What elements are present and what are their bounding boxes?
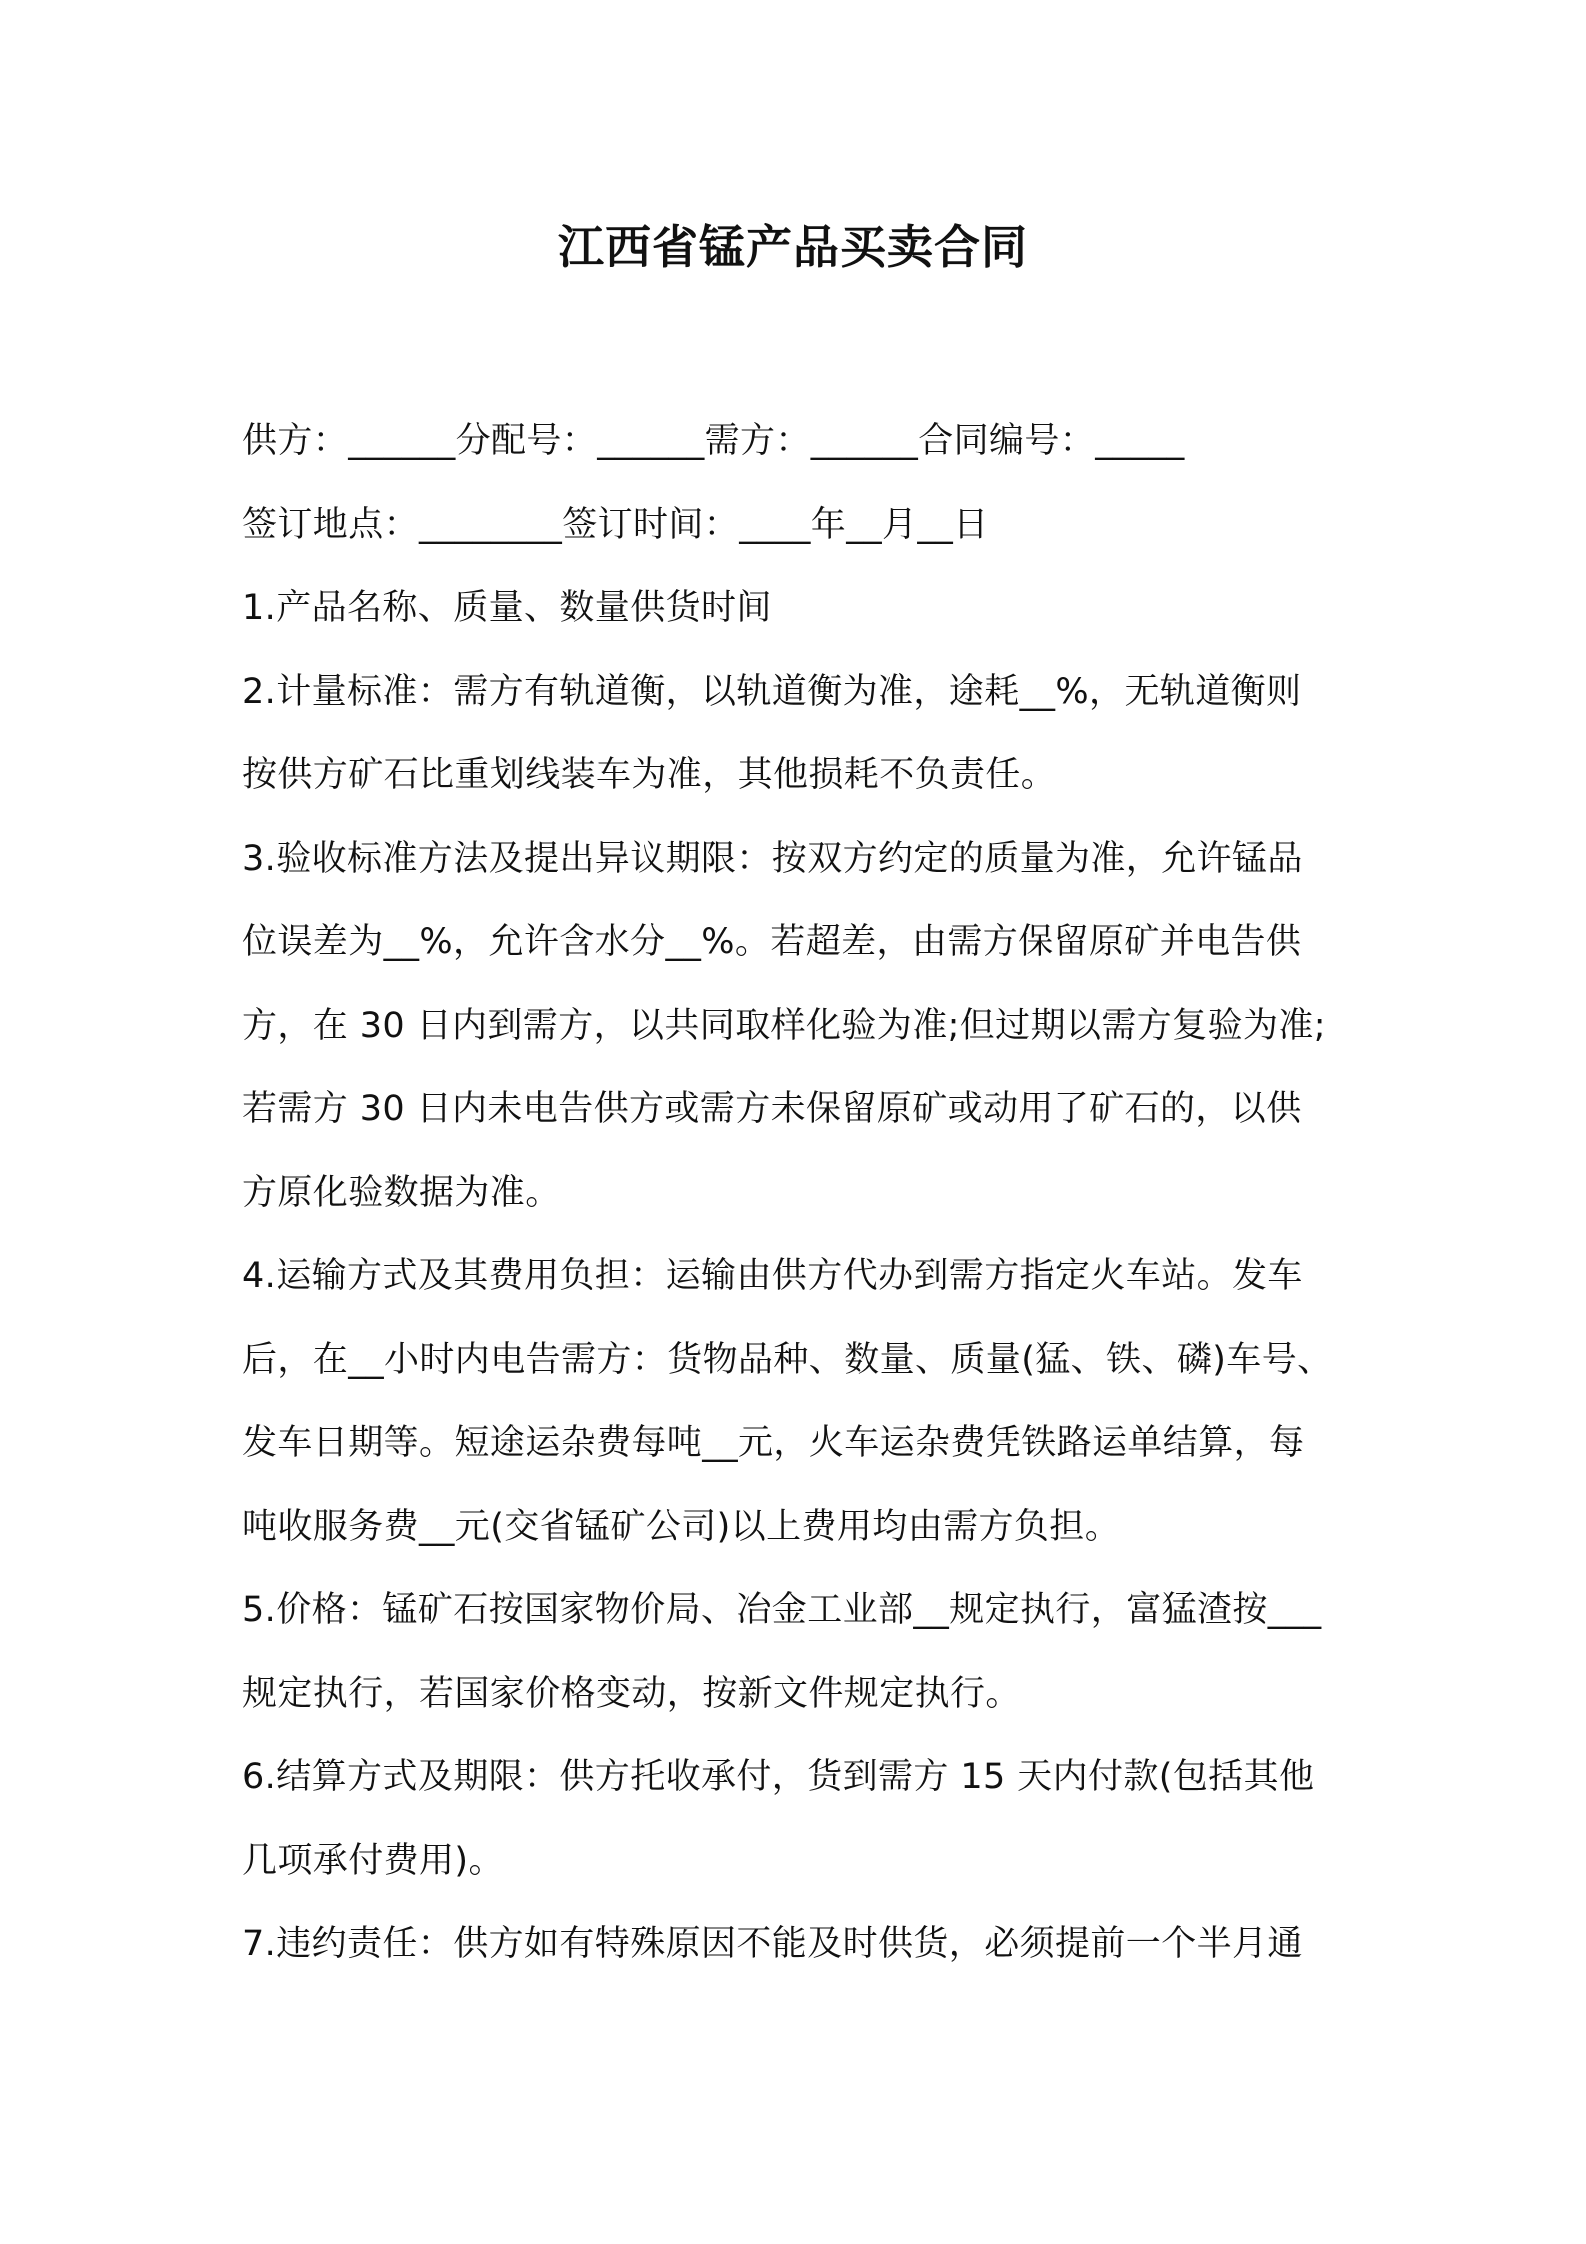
clause-4-line: 发车日期等。短途运杂费每吨__元，火车运杂费凭铁路运单结算，每: [242, 1423, 1305, 1463]
clause-4-line: 4.运输方式及其费用负担：运输由供方代办到需方指定火车站。发车: [242, 1256, 1303, 1296]
clause-6-line: 6.结算方式及期限：供方托收承付，货到需方 15 天内付款(包括其他: [242, 1757, 1315, 1797]
clause-4-line: 后，在__小时内电告需方：货物品种、数量、质量(猛、铁、磷)车号、: [242, 1339, 1333, 1380]
clause-5-line: 5.价格：锰矿石按国家物价局、冶金工业部__规定执行，富猛渣按___: [242, 1590, 1322, 1630]
contract-body: [242, 400, 1362, 1987]
party-info-line: 供方：______分配号：______需方：______合同编号：_____: [242, 421, 1185, 461]
clause-7-line: 7.违约责任：供方如有特殊原因不能及时供货，必须提前一个半月通: [242, 1924, 1303, 1964]
clause-1-line: 1.产品名称、质量、数量供货时间: [242, 588, 772, 628]
clause-3-line: 方，在 30 日内到需方，以共同取样化验为准;但过期以需方复验为准;: [242, 1005, 1326, 1046]
clause-6-line: 几项承付费用)。: [242, 1840, 504, 1881]
clause-2-line: 按供方矿石比重划线装车为准，其他损耗不负责任。: [242, 755, 1057, 795]
signing-info-line: 签订地点：________签订时间：____年__月__日: [242, 504, 989, 545]
clause-5-line: 规定执行，若国家价格变动，按新文件规定执行。: [242, 1673, 1021, 1714]
clause-4-line: 吨收服务费__元(交省锰矿公司)以上费用均由需方负担。: [242, 1506, 1121, 1547]
clause-2-line: 2.计量标准：需方有轨道衡，以轨道衡为准，途耗__%，无轨道衡则: [242, 671, 1302, 712]
clause-3-line: 方原化验数据为准。: [242, 1172, 561, 1213]
clause-3-line: 3.验收标准方法及提出异议期限：按双方约定的质量为准，允许锰品: [242, 838, 1303, 879]
clause-3-line: 位误差为__%，允许含水分__%。若超差，由需方保留原矿并电告供: [242, 922, 1302, 962]
clause-3-line: 若需方 30 日内未电告供方或需方未保留原矿或动用了矿石的，以供: [242, 1089, 1302, 1129]
document-title: 江西省锰产品买卖合同: [558, 220, 1028, 274]
